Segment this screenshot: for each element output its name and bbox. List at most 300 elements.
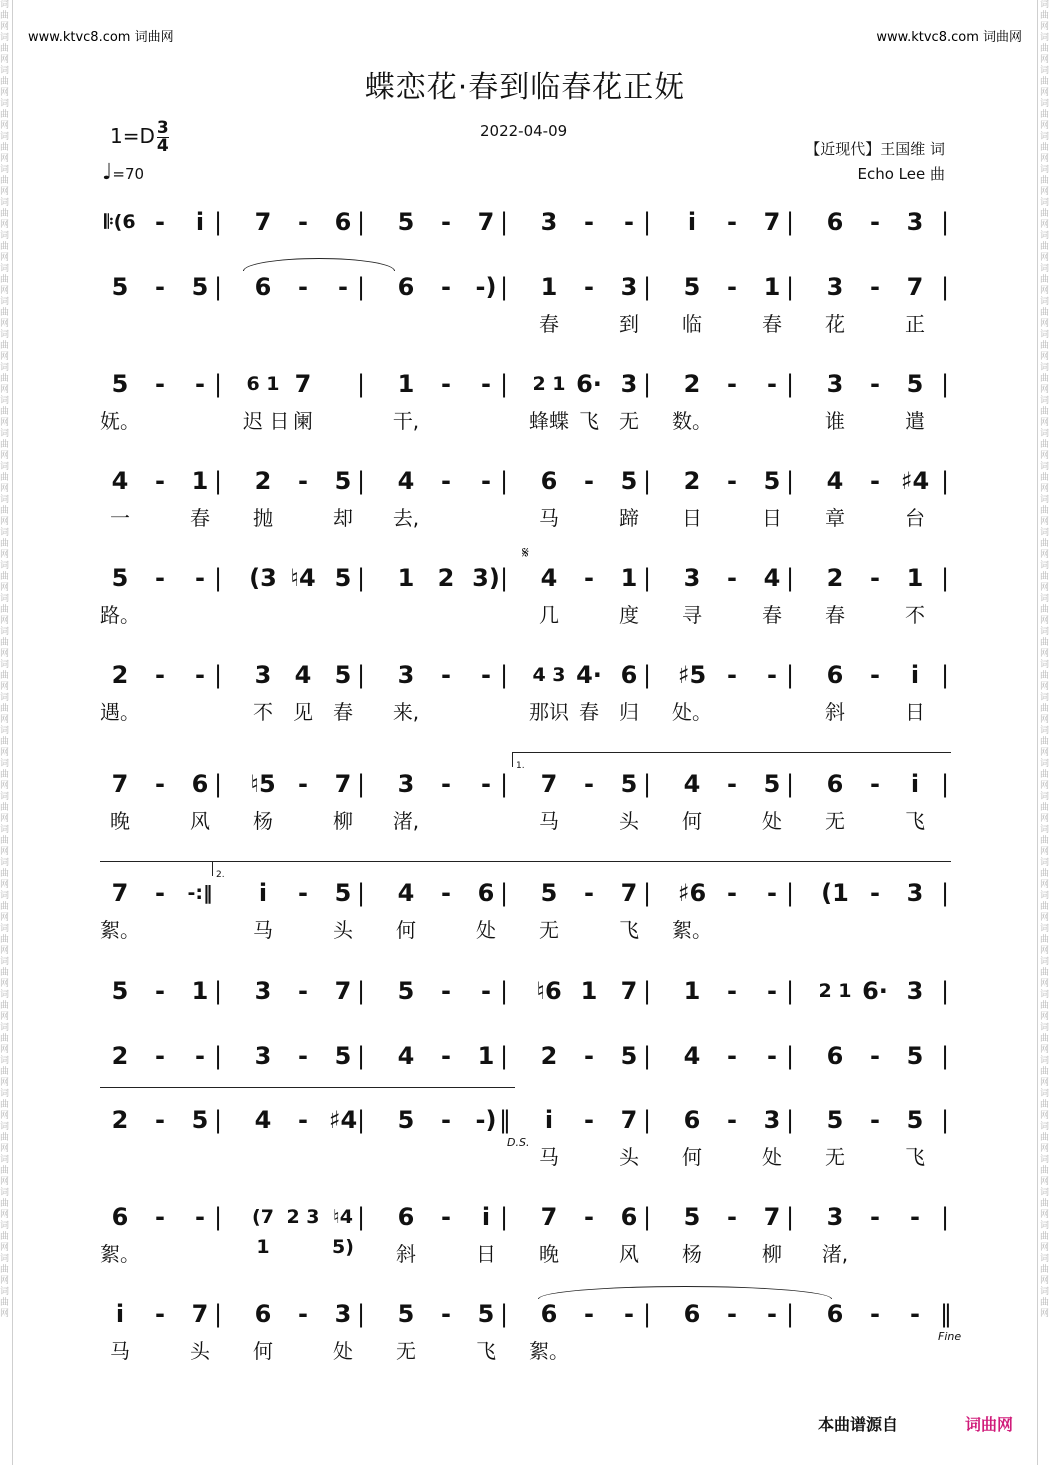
note: ♯4 — [328, 1106, 358, 1134]
note: 6 — [540, 1300, 558, 1328]
note: 4 — [254, 1106, 272, 1134]
lyric-syllable: 数。 — [672, 409, 712, 433]
note: - — [584, 1300, 594, 1328]
lyric-syllable: 归 — [619, 700, 639, 724]
lyric-syllable: 絮。 — [100, 918, 140, 942]
lyric-syllable: 马 — [253, 918, 273, 942]
url-left[interactable]: www.ktvc8.com 词曲网 — [28, 30, 174, 45]
note: - — [870, 1203, 880, 1231]
volta-2 — [212, 861, 951, 880]
barline: | — [940, 273, 950, 301]
note: i — [687, 208, 697, 236]
lyric-syllable: 春 — [333, 700, 353, 724]
note: 6 — [540, 467, 558, 495]
note: 5 — [397, 1300, 415, 1328]
barline: | — [785, 1042, 795, 1070]
note: - — [298, 1300, 308, 1328]
note: 3 — [906, 977, 924, 1005]
lyric-syllable: 头 — [190, 1339, 210, 1363]
notation-row — [100, 1202, 950, 1258]
note: - — [441, 770, 451, 798]
lyric-syllable: 春 — [762, 603, 782, 627]
note: - — [910, 1300, 920, 1328]
footer-source-label: 本曲谱源自 — [818, 1415, 899, 1434]
note: 5 — [763, 770, 781, 798]
lyric-syllable: 何 — [253, 1339, 273, 1363]
lyric-syllable: 度 — [619, 603, 639, 627]
note: - — [155, 977, 165, 1005]
note: - — [155, 770, 165, 798]
volta-2-label: 2. — [216, 870, 225, 880]
lyric-syllable: 来, — [392, 700, 420, 724]
note: - — [727, 273, 737, 301]
note: - — [441, 977, 451, 1005]
note: 4 — [294, 661, 312, 689]
barline: | — [499, 1300, 509, 1328]
note: 1 — [540, 273, 558, 301]
slur-row2 — [243, 258, 395, 271]
barline: | — [499, 467, 509, 495]
lyric-syllable: 渚, — [821, 1242, 849, 1266]
note: - — [727, 564, 737, 592]
note: 6 1 — [246, 373, 280, 395]
note: 6 — [477, 879, 495, 907]
barline: | — [356, 1106, 366, 1134]
note: 1 — [683, 977, 701, 1005]
barline: | — [785, 770, 795, 798]
lyric-syllable: 马 — [539, 1145, 559, 1169]
note: - — [441, 1042, 451, 1070]
lyric-syllable: 无 — [825, 809, 845, 833]
note: 1 — [397, 370, 415, 398]
lyric-syllable: 不 — [253, 700, 273, 724]
barline: | — [213, 564, 223, 592]
lyrics-row — [100, 502, 950, 530]
note: - — [298, 208, 308, 236]
volta-1 — [512, 752, 951, 771]
lyric-syllable: 无 — [396, 1339, 416, 1363]
lyric-syllable: 谁 — [825, 409, 845, 433]
note: 7 — [620, 977, 638, 1005]
note: 7 — [334, 770, 352, 798]
lyric-syllable: 晚 — [539, 1242, 559, 1266]
lyric-syllable: 处。 — [672, 700, 712, 724]
note: - — [870, 1042, 880, 1070]
note: - — [441, 1300, 451, 1328]
note: 6 — [826, 1300, 844, 1328]
note: 2 — [826, 564, 844, 592]
note: 5 — [683, 273, 701, 301]
barline: | — [213, 1042, 223, 1070]
lyric-syllable: 无 — [825, 1145, 845, 1169]
notation-row — [100, 769, 950, 805]
lyric-syllable: 去, — [392, 506, 420, 530]
note: - — [155, 564, 165, 592]
barline: | — [213, 208, 223, 236]
barline: | — [642, 1042, 652, 1070]
note: 2 — [683, 370, 701, 398]
barline: | — [642, 977, 652, 1005]
lyric-syllable: 春 — [579, 700, 599, 724]
note: - — [727, 770, 737, 798]
lyric-syllable: 处 — [762, 809, 782, 833]
lyric-syllable: 到 — [619, 312, 639, 336]
note: 5 — [111, 273, 129, 301]
barline: | — [213, 1106, 223, 1134]
note: 6 — [826, 770, 844, 798]
note: - — [727, 208, 737, 236]
barline: | — [940, 661, 950, 689]
note: - — [441, 208, 451, 236]
note: - — [584, 273, 594, 301]
note: 5 — [334, 879, 352, 907]
lyric-syllable: 渚, — [392, 809, 420, 833]
lyric-syllable: 日 — [905, 700, 925, 724]
barline: | — [213, 1203, 223, 1231]
barline: | — [213, 661, 223, 689]
note: ♮4 5) — [332, 1206, 354, 1258]
notation-row — [100, 1299, 950, 1335]
note: 5 — [397, 1106, 415, 1134]
slur-row13 — [538, 1286, 832, 1299]
note: 4 — [826, 467, 844, 495]
note: - — [481, 770, 491, 798]
lyrics-row — [100, 405, 950, 433]
lyric-syllable: 风 — [619, 1242, 639, 1266]
lyric-syllable: 何 — [682, 1145, 702, 1169]
lyric-syllable: 春 — [825, 603, 845, 627]
barline: | — [940, 467, 950, 495]
note: 5 — [111, 977, 129, 1005]
note: - — [870, 770, 880, 798]
notation-row — [100, 272, 950, 308]
note: - — [298, 879, 308, 907]
lyric-syllable: 见 — [293, 700, 313, 724]
note: 5 — [334, 661, 352, 689]
note: 6 — [683, 1300, 701, 1328]
lyric-syllable: 飞 — [905, 1145, 925, 1169]
note: 3 — [397, 661, 415, 689]
note: 2 — [254, 467, 272, 495]
url-right[interactable]: www.ktvc8.com 词曲网 — [876, 30, 1022, 45]
quarter-note-icon: ♩ — [102, 160, 113, 185]
note: 5 — [477, 1300, 495, 1328]
note: - — [870, 564, 880, 592]
note: 4 — [683, 770, 701, 798]
note: - — [195, 1042, 205, 1070]
lyric-syllable: 却 — [333, 506, 353, 530]
note: 7 — [763, 1203, 781, 1231]
note: 5 — [620, 467, 638, 495]
note: ♮5 — [250, 770, 276, 798]
note: 3 — [620, 370, 638, 398]
barline: | — [940, 564, 950, 592]
barline: | — [356, 1042, 366, 1070]
note: 5 — [540, 879, 558, 907]
note: 6 — [397, 273, 415, 301]
lyric-syllable: 杨 — [682, 1242, 702, 1266]
lyric-syllable: 絮。 — [529, 1339, 569, 1363]
note: - — [767, 1300, 777, 1328]
lyric-syllable: 絮。 — [672, 918, 712, 942]
lyric-syllable: 无 — [539, 918, 559, 942]
note: 1 — [906, 564, 924, 592]
barline: | — [213, 467, 223, 495]
lyric-syllable: 杨 — [253, 809, 273, 833]
barline: | — [213, 273, 223, 301]
left-border-line — [12, 0, 13, 1465]
barline: | — [940, 770, 950, 798]
note: 2 — [437, 564, 455, 592]
note: 1 — [191, 977, 209, 1005]
note: 5 — [763, 467, 781, 495]
barline: | — [499, 273, 509, 301]
note: 5 — [620, 770, 638, 798]
lyric-syllable: 无 — [619, 409, 639, 433]
note: 𝄆(6 — [104, 211, 136, 233]
note: 2 1 — [818, 980, 852, 1002]
note: - — [298, 467, 308, 495]
barline: | — [356, 977, 366, 1005]
time-top: 3 — [156, 118, 169, 138]
note: 7 — [906, 273, 924, 301]
barline: | — [499, 370, 509, 398]
note: - — [727, 879, 737, 907]
note: - — [584, 467, 594, 495]
barline: | — [642, 879, 652, 907]
note: - — [155, 1300, 165, 1328]
note: -:‖ — [187, 882, 213, 904]
note: i — [258, 879, 268, 907]
note: 6 — [620, 1203, 638, 1231]
note: - — [767, 879, 777, 907]
note: 7 — [620, 879, 638, 907]
barline: | — [642, 370, 652, 398]
note: - — [870, 273, 880, 301]
barline: | — [940, 879, 950, 907]
lyric-syllable: 那识 — [529, 700, 569, 724]
note: ♯5 — [677, 661, 707, 689]
note: - — [727, 1042, 737, 1070]
score-title: 蝶恋花·春到临春花正妩 — [364, 70, 686, 105]
note: (1 — [821, 879, 849, 907]
note: 5 — [620, 1042, 638, 1070]
fine-mark: Fine — [938, 1330, 962, 1343]
note: 4 — [683, 1042, 701, 1070]
lyrics-row — [100, 696, 950, 724]
note: - — [727, 1106, 737, 1134]
lyric-syllable: 蜂蝶 — [529, 409, 569, 433]
barline: | — [785, 879, 795, 907]
barline: | — [785, 564, 795, 592]
note: 6 — [620, 661, 638, 689]
note: - — [155, 370, 165, 398]
time-bottom: 4 — [156, 136, 169, 156]
note: (7 1 — [252, 1206, 274, 1258]
note: 1 — [191, 467, 209, 495]
barline: | — [356, 1203, 366, 1231]
barline: | — [940, 208, 950, 236]
lyric-syllable: 头 — [619, 809, 639, 833]
barline: | — [499, 661, 509, 689]
note: - — [155, 1203, 165, 1231]
note: 5 — [397, 208, 415, 236]
note: 5 — [397, 977, 415, 1005]
lyric-syllable: 马 — [110, 1339, 130, 1363]
note: 3 — [826, 370, 844, 398]
note: 3 — [826, 273, 844, 301]
note: - — [441, 1106, 451, 1134]
lyric-syllable: 几 — [539, 603, 559, 627]
lyric-syllable: 路。 — [100, 603, 140, 627]
barline: | — [642, 661, 652, 689]
note: 6 — [826, 1042, 844, 1070]
note: 5 — [111, 564, 129, 592]
lyric-syllable: 日 — [682, 506, 702, 530]
note: - — [298, 1106, 308, 1134]
right-border-line — [1037, 0, 1038, 1465]
volta-1-label: 1. — [516, 761, 525, 771]
lyric-syllable: 处 — [762, 1145, 782, 1169]
note: 3 — [620, 273, 638, 301]
note: 7 — [294, 370, 312, 398]
note: - — [727, 1300, 737, 1328]
coda-line — [100, 1087, 515, 1088]
lyric-syllable: 斜 — [396, 1242, 416, 1266]
barline: | — [940, 1203, 950, 1231]
note: 6 — [191, 770, 209, 798]
barline: | — [940, 977, 950, 1005]
note: - — [481, 661, 491, 689]
barline: | — [785, 661, 795, 689]
barline: | — [213, 770, 223, 798]
note: 3 — [397, 770, 415, 798]
lyric-syllable: 柳 — [762, 1242, 782, 1266]
barline: | — [499, 770, 509, 798]
note: 3 — [763, 1106, 781, 1134]
lyric-syllable: 遇。 — [100, 700, 140, 724]
lyric-syllable: 临 — [682, 312, 702, 336]
note: - — [441, 879, 451, 907]
note: 5 — [191, 1106, 209, 1134]
tempo-value: =70 — [112, 165, 145, 183]
note: 1 — [477, 1042, 495, 1070]
note: - — [195, 661, 205, 689]
note: - — [195, 564, 205, 592]
note: - — [195, 370, 205, 398]
note: - — [870, 879, 880, 907]
note: ♯4 — [900, 467, 930, 495]
barline: | — [642, 1203, 652, 1231]
note: 4 — [540, 564, 558, 592]
barline: | — [785, 208, 795, 236]
lyric-syllable: 处 — [476, 918, 496, 942]
note: 1 — [620, 564, 638, 592]
note: 1 — [763, 273, 781, 301]
note: 5 — [906, 1042, 924, 1070]
note: - — [767, 1042, 777, 1070]
note: - — [298, 770, 308, 798]
barline: | — [940, 1106, 950, 1134]
barline: | — [785, 977, 795, 1005]
note: 4 — [397, 467, 415, 495]
lyricist-credit: 【近现代】王国维 词 — [805, 140, 945, 158]
note: 4 — [397, 1042, 415, 1070]
note: 2 — [111, 1106, 129, 1134]
note: - — [910, 1203, 920, 1231]
note: - — [441, 370, 451, 398]
note: 2 — [111, 661, 129, 689]
note: 4 — [763, 564, 781, 592]
note: 6 — [254, 273, 272, 301]
note: 6 — [111, 1203, 129, 1231]
barline: | — [642, 467, 652, 495]
composer-credit: Echo Lee 曲 — [857, 165, 945, 183]
lyric-syllable: 正 — [905, 312, 925, 336]
lyric-syllable: 飞 — [579, 409, 599, 433]
lyrics-row — [100, 805, 950, 833]
ds-mark: D.S. — [507, 1136, 530, 1149]
note: - — [870, 1106, 880, 1134]
note: - — [767, 661, 777, 689]
note: ♮6 — [536, 977, 562, 1005]
note: 3 — [254, 977, 272, 1005]
lyric-syllable: 处 — [333, 1339, 353, 1363]
note: 6· — [576, 370, 602, 398]
barline: | — [356, 770, 366, 798]
note: 5 — [334, 1042, 352, 1070]
lyric-syllable: 絮。 — [100, 1242, 140, 1266]
lyric-syllable: 春 — [762, 312, 782, 336]
note: - — [441, 467, 451, 495]
barline: | — [642, 1106, 652, 1134]
note: 3 — [540, 208, 558, 236]
lyric-syllable: 何 — [682, 809, 702, 833]
notation-row — [100, 466, 950, 502]
note: - — [298, 273, 308, 301]
lyric-syllable: 不 — [905, 603, 925, 627]
note: i — [195, 208, 205, 236]
note: (3 — [249, 564, 277, 592]
lyric-syllable: 头 — [619, 1145, 639, 1169]
note: - — [584, 770, 594, 798]
note: - — [481, 977, 491, 1005]
note: 1 — [580, 977, 598, 1005]
note: -) — [475, 273, 497, 301]
note: 5 — [906, 370, 924, 398]
barline: | — [499, 208, 509, 236]
note: 6 — [826, 661, 844, 689]
note: - — [155, 1042, 165, 1070]
time-signature — [157, 120, 169, 155]
note: 5 — [334, 467, 352, 495]
note: i — [910, 661, 920, 689]
note: - — [195, 1203, 205, 1231]
lyric-syllable: 飞 — [476, 1339, 496, 1363]
note: - — [624, 1300, 634, 1328]
barline: | — [356, 467, 366, 495]
note: 4 3 — [532, 664, 566, 686]
note: 3 — [683, 564, 701, 592]
footer-source-site[interactable]: 词曲网 — [965, 1415, 1014, 1434]
note: 7 — [477, 208, 495, 236]
note: - — [584, 1042, 594, 1070]
note: 3 — [906, 208, 924, 236]
note: - — [155, 273, 165, 301]
barline: | — [499, 879, 509, 907]
note: 7 — [111, 879, 129, 907]
lyric-syllable: 何 — [396, 918, 416, 942]
